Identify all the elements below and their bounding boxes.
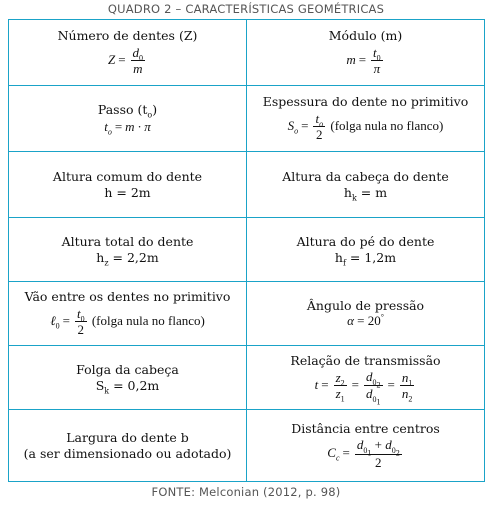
formula-h: h = 2m: [104, 184, 151, 200]
cell-title: Altura da cabeça do dente: [282, 168, 449, 184]
formula-hf: $h_f = 1,2m$: [334, 249, 397, 267]
table-caption: QUADRO 2 – CARACTERÍSTICAS GEOMÉTRICAS: [107, 2, 385, 16]
cell-passo: [9, 86, 247, 152]
cell-title: Altura total do dente: [61, 233, 194, 249]
cell-espessura: [247, 86, 485, 152]
formula-relacao: t = $\frac{z_2}{z_1}$ = $\frac{d_{0_2}}{d_{0_1}}$ = $\frac{n_1}{n_2}$: [314, 369, 413, 407]
cell-title: Distância entre centros: [291, 420, 440, 436]
cell-angulo: [247, 282, 485, 346]
formula-hk: $h_k = m$: [343, 184, 388, 202]
cell-subtitle: (a ser dimensionado ou adotado): [23, 445, 232, 461]
formula-z: Z = $\frac{d_0}{m}$: [107, 44, 144, 77]
cell-modulo: [247, 20, 485, 86]
cell-altura-comum: [9, 152, 247, 218]
formula-hz: $h_z = 2,2m$: [96, 249, 159, 267]
cell-title: Número de dentes (Z): [57, 27, 198, 43]
geometric-characteristics-table: [8, 19, 485, 482]
formula-passo: $t_o = m \cdot \pi$: [104, 119, 151, 137]
cell-folga: [9, 346, 247, 410]
cell-distancia: [247, 410, 485, 482]
cell-altura-cabeca: [247, 152, 485, 218]
cell-relacao: [247, 346, 485, 410]
cell-title: Largura do dente b: [66, 429, 189, 445]
formula-alpha: α = 20°: [347, 312, 384, 329]
formula-espessura: $S_o$ = $\frac{t_o}{2}$ (folga nula no flanco): [287, 110, 444, 143]
cell-title: Espessura do dente no primitivo: [262, 93, 469, 109]
formula-distancia: $C_c$ = $\frac{d_{0_1} + d_{0_2}}{2}$: [327, 437, 400, 470]
source-caption: FONTE: Melconian (2012, p. 98): [151, 485, 341, 499]
cell-title: Ângulo de pressão: [306, 297, 425, 313]
cell-numero-dentes: [9, 20, 247, 86]
cell-altura-pe: [247, 218, 485, 282]
cell-title: Vão entre os dentes no primitivo: [24, 288, 231, 304]
cell-title: Folga da cabeça: [76, 361, 179, 377]
formula-sk: $S_k = 0,2m$: [95, 377, 160, 395]
cell-title: Altura do pé do dente: [296, 233, 435, 249]
formula-m: m = $\frac{t_0}{\pi}$: [346, 44, 381, 77]
cell-largura: [9, 410, 247, 482]
cell-title: Módulo (m): [328, 27, 403, 43]
formula-vao: ℓ$_0$ = $\frac{t_0}{2}$ (folga nula no flanco): [50, 305, 205, 338]
cell-title: Passo $(t_o)$: [97, 101, 158, 120]
cell-vao: [9, 282, 247, 346]
cell-title: Relação de transmissão: [290, 352, 441, 368]
cell-title: Altura comum do dente: [52, 168, 203, 184]
cell-altura-total: [9, 218, 247, 282]
